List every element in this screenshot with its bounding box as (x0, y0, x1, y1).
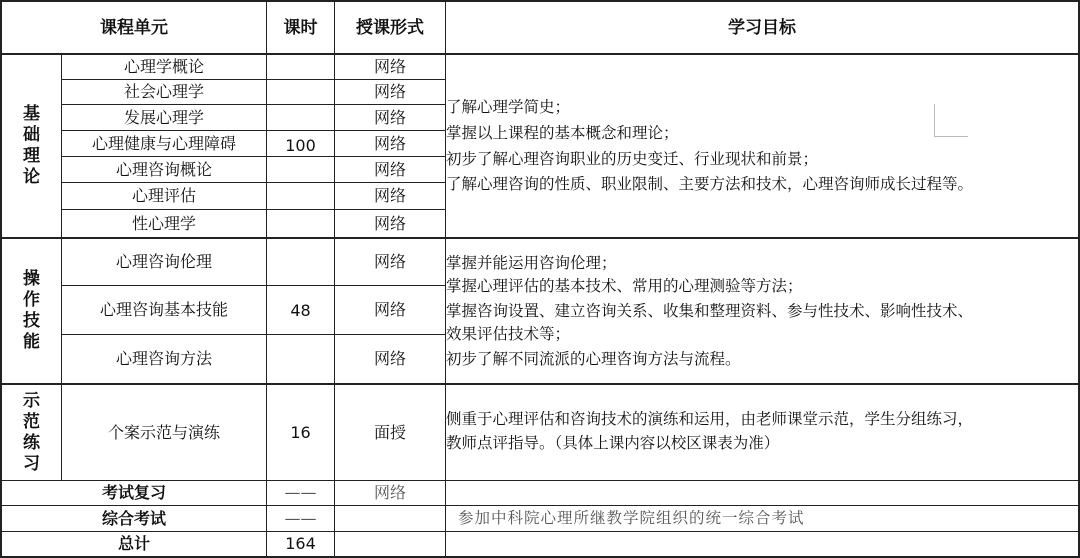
course-name: 心理咨询伦理 (115, 252, 212, 271)
corner-mark (934, 136, 968, 137)
course-name: 心理咨询概论 (115, 159, 212, 179)
course-mode: 网络 (373, 186, 406, 205)
goal-line: 了解心理学简史； (446, 98, 571, 116)
goal-line: 掌握心理评估的基本技术、常用的心理测验等方法； (446, 277, 803, 295)
goal-line: 掌握咨询设置、建立咨询关系、收集和整理资料、参与性技术、影响性技术、 (446, 302, 974, 320)
goal-line: 掌握以上课程的基本概念和理论； (446, 124, 679, 142)
section-name-char: 能 (23, 332, 40, 352)
section-name-char: 基 (23, 104, 40, 124)
section-hours: 16 (290, 422, 311, 442)
course-name: 发展心理学 (123, 107, 204, 127)
course-mode: 网络 (373, 300, 406, 319)
review-mode: 网络 (373, 483, 406, 502)
section-name-char: 础 (23, 125, 40, 145)
course-mode: 网络 (373, 107, 406, 127)
exam-hours: —— (284, 508, 317, 528)
total-label: 总计 (117, 534, 150, 553)
section-name-char: 作 (23, 290, 40, 310)
course-mode: 网络 (373, 349, 406, 368)
course-name: 个案示范与演练 (107, 422, 220, 442)
goal-line: 教师点评指导。（具体上课内容以校区课表为准） (446, 434, 780, 452)
goal-line: 侧重于心理评估和咨询技术的演练和运用，由老师课堂示范，学生分组练习， (446, 410, 974, 428)
course-name: 心理健康与心理障碍 (91, 133, 236, 153)
section-name-char: 范 (23, 411, 40, 432)
course-name: 心理咨询基本技能 (99, 300, 228, 319)
section-hours: 48 (290, 301, 311, 320)
exam-note: 参加中科院心理所继教学院组织的统一综合考试 (458, 509, 805, 527)
section-name-operational-skills (2, 239, 61, 383)
section-name-char: 论 (23, 167, 40, 187)
review-hours: —— (284, 483, 317, 502)
goal-line: 初步了解不同流派的心理咨询方法与流程。 (446, 350, 741, 368)
course-mode: 网络 (373, 57, 406, 76)
course-mode: 网络 (373, 133, 406, 153)
course-mode: 网络 (373, 159, 406, 179)
course-mode: 面授 (373, 422, 406, 442)
section-name-basic-theory (2, 55, 61, 237)
total-hours: 164 (285, 534, 316, 553)
course-name: 心理学概论 (123, 57, 204, 76)
course-name: 性心理学 (131, 213, 196, 233)
course-name: 社会心理学 (123, 82, 204, 101)
section-name-char: 习 (23, 453, 40, 474)
corner-mark (934, 104, 935, 137)
section-name-demo-practice (2, 385, 61, 480)
course-mode: 网络 (373, 213, 406, 233)
header-unit: 课程单元 (100, 17, 168, 38)
section-name-char: 操 (23, 269, 40, 289)
header-mode: 授课形式 (356, 17, 424, 38)
exam-label: 综合考试 (101, 508, 166, 528)
review-label: 考试复习 (101, 483, 166, 502)
course-mode: 网络 (373, 252, 406, 271)
header-hours: 课时 (283, 17, 318, 38)
goal-line: 了解心理咨询的性质、职业限制、主要方法和技术，心理咨询师成长过程等。 (446, 175, 974, 193)
section-name-char: 技 (23, 311, 40, 331)
section-name-char: 示 (23, 390, 40, 411)
goal-line: 掌握并能运用咨询伦理； (446, 254, 617, 272)
section-hours: 100 (285, 136, 316, 155)
section-name-char: 理 (23, 146, 40, 166)
goal-line: 初步了解心理咨询职业的历史变迁、行业现状和前景； (446, 150, 819, 168)
course-name: 心理咨询方法 (115, 349, 212, 368)
header-goals: 学习目标 (728, 17, 796, 38)
goal-line: 效果评估技术等； (446, 325, 571, 343)
course-mode: 网络 (373, 82, 406, 101)
course-name: 心理评估 (131, 186, 196, 205)
section-name-char: 练 (23, 432, 40, 453)
